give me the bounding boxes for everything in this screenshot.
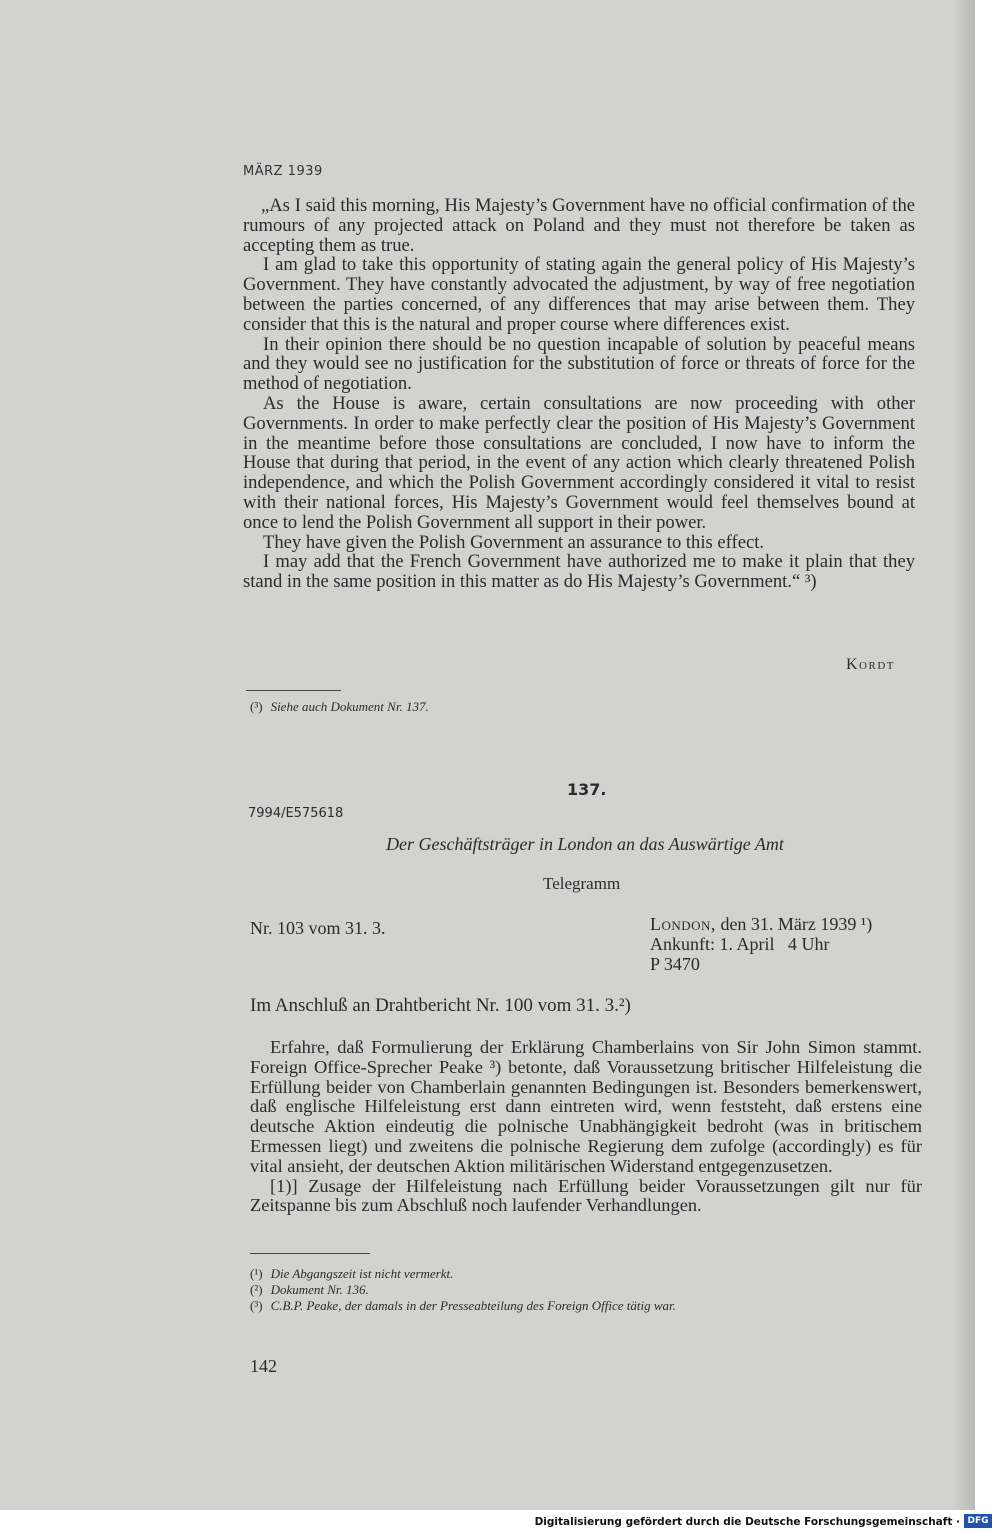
place-date-line [650,914,872,934]
document-number: 137. [567,780,607,799]
footnote-text: C.B.P. Peake, der damals in der Presseabteilung des Foreign Office tätig war. [270,1298,676,1313]
speech-text [243,196,915,592]
footnote [250,699,429,714]
reference-code: 7994/E575618 [248,806,344,821]
paragraph: „As I said this morning, His Majesty’s Government have no official confirmation of the rumours of any projected attack on Poland and they must not therefore be taken as accepting them as true. [243,195,915,256]
telegram-meta [650,914,872,974]
telegram-text [250,1038,922,1216]
footnote-marker: (²) [250,1282,263,1297]
running-head: MÄRZ 1939 [243,164,323,179]
footnote-marker: (¹) [250,1266,263,1281]
telegram-number: Nr. 103 vom 31. 3. [250,918,386,938]
footnote [250,1298,676,1313]
document-title: Der Geschäftsträger in London an das Auswärtige Amt [386,834,784,854]
funding-credit: Digitalisierung gefördert durch die Deutsche Forschungsgemeinschaft · [534,1516,960,1528]
footnote [250,1282,369,1297]
document-type: Telegramm [543,874,621,893]
p-number: P 3470 [650,954,700,974]
page-number: 142 [250,1356,277,1376]
place: London, [650,914,716,934]
footnote-text: Die Abgangszeit ist nicht vermerkt. [270,1266,454,1281]
footnote-marker: (³) [250,699,263,714]
paragraph: [1)] Zusage der Hilfeleistung nach Erfüllung beider Voraussetzungen gilt nur für Zeitspanne bis zum Abschluß noch laufender Verhandlungen. [250,1175,922,1216]
paragraph: In their opinion there should be no question incapable of solution by peaceful means and they would see no justification for the substitution of force or threats of force for the method of negotiation. [243,333,915,395]
paragraph: As the House is aware, certain consultations are now proceeding with other Governments. In order to make perfectly clear the position of His Majesty’s Government in the meantime before those consultations are concluded, I now have to inform the House that during that period, in the event of any action which clearly threatened Polish independence, and which the Polish Government accordingly considered it vital to resist with their national forces, His Majesty’s Government would feel themselves bound at once to lend the Polish Government all support in their power. [243,392,915,533]
footnote-marker: (³) [250,1298,263,1313]
signature: Kordt [846,656,895,673]
footnote-text: Siehe auch Dokument Nr. 137. [270,699,429,714]
footnote-text: Dokument Nr. 136. [270,1282,369,1297]
footnote-divider [246,690,341,691]
arrival: Ankunft: 1. April 4 Uhr [650,934,830,954]
intro-line: Im Anschluß an Drahtbericht Nr. 100 vom 31. 3.²) [250,995,631,1016]
date: den 31. März 1939 ¹) [720,914,873,934]
footnote [250,1266,453,1281]
paragraph: I may add that the French Government have authorized me to make it plain that they stand in the same position in this matter as do His Majesty’s Government.“ ³) [243,551,915,593]
paragraph: I am glad to take this opportunity of stating again the general policy of His Majesty’s Government. They have constantly advocated the adjustment, by way of free negotiation between the parties concerned, of any differences that may arise between them. They consider that this is the natural and proper course where differences exist. [243,254,915,335]
footnote-divider [250,1253,370,1254]
paragraph: Erfahre, daß Formulierung der Erklärung Chamberlains von Sir John Simon stammt. Foreign Office-Sprecher Peake ³) betonte, daß Voraussetzung britischer Hilfeleistung die Erfüllung beider von Chamberlain genannten Bedingungen ist. Besonders bemerkenswert, daß englische Hilfeleistung erst dann eintreten wird, wenn feststeht, daß erstens eine deutsche Aktion eindeutig die polnische Unabhängigkeit bedroht (was in britischem Ermessen liegt) und zweitens die polnische Regierung dem zufolge (accordingly) es für vital ansieht, der deutschen Aktion militärischen Widerstand entgegenzusetzen. [250,1037,922,1176]
paragraph: They have given the Polish Government an assurance to this effect. [263,531,765,553]
dfg-logo: DFG [964,1514,992,1528]
